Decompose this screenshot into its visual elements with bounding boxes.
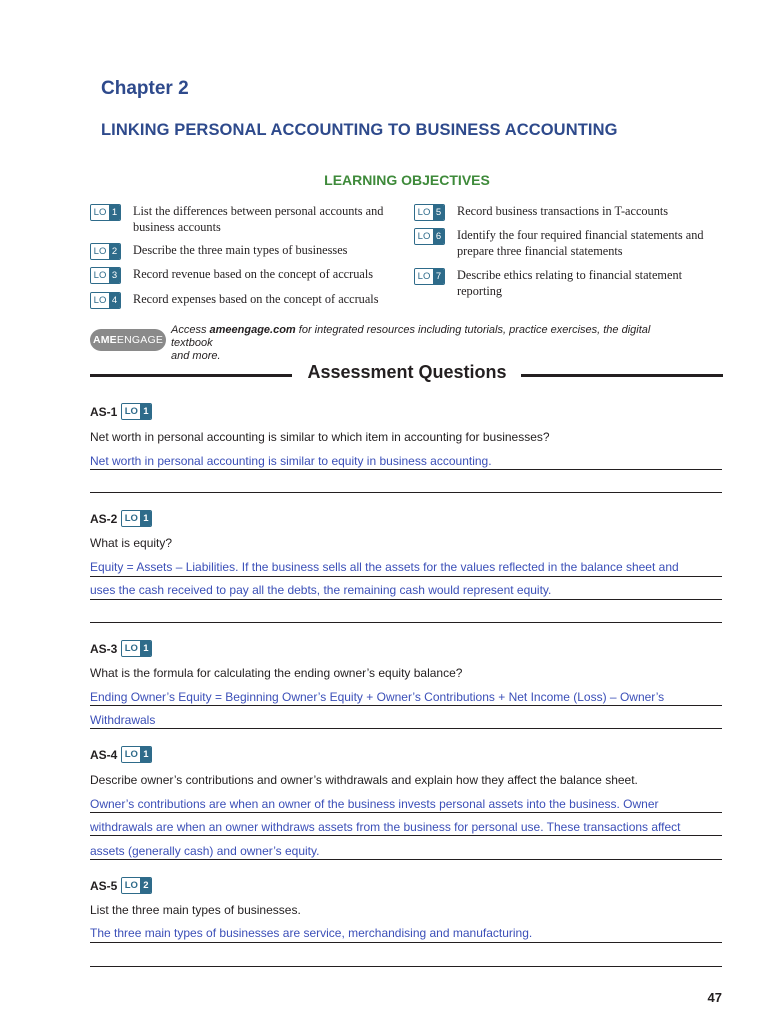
objective-text: Record business transactions in T-accounts — [457, 204, 669, 218]
answer-line: assets (generally cash) and owner’s equity. — [90, 844, 320, 858]
ameengage-link[interactable]: ameengage.com — [209, 324, 296, 336]
learning-objectives-heading: LEARNING OBJECTIVES — [324, 172, 490, 188]
lo-badge: LO 7 — [414, 268, 445, 285]
question-text-as-4: Describe owner’s contributions and owner’s withdrawals and explain how they affect the balance sheet. — [90, 773, 638, 787]
answer-rule — [90, 469, 722, 470]
lo-badge: LO 1 — [121, 746, 152, 763]
answer-rule — [90, 622, 722, 623]
lo-badge: LO 3 — [90, 267, 121, 284]
objective-text: List the differences between personal accounts and business accounts — [133, 204, 384, 234]
question-text-as-5: List the three main types of businesses. — [90, 903, 301, 917]
ameengage-logo: AMEENGAGE — [90, 329, 166, 351]
question-label-as-1: AS-1 LO 1 — [90, 403, 152, 420]
objective-text: Describe the three main types of businesses — [133, 243, 348, 257]
page-number: 47 — [707, 990, 722, 1005]
objective-5 — [414, 203, 668, 221]
answer-rule — [90, 576, 722, 577]
question-label-as-4: AS-4 LO 1 — [90, 746, 152, 763]
question-label-as-2: AS-2 LO 1 — [90, 510, 152, 527]
objective-text: Record expenses based on the concept of accruals — [133, 292, 379, 306]
chapter-label: Chapter 2 — [101, 78, 189, 99]
chapter-title: LINKING PERSONAL ACCOUNTING TO BUSINESS ACCOUNTING — [101, 121, 618, 139]
objective-1 — [90, 203, 383, 235]
objective-text: Record revenue based on the concept of accruals — [133, 267, 374, 281]
objective-2 — [90, 242, 347, 260]
lo-badge: LO 1 — [121, 403, 152, 420]
lo-badge: LO 1 — [90, 204, 121, 221]
answer-rule — [90, 492, 722, 493]
objective-text: Identify the four required financial statements and prepare three financial statements — [457, 228, 704, 258]
objective-6 — [414, 227, 704, 259]
question-label-as-3: AS-3 LO 1 — [90, 640, 152, 657]
answer-line: uses the cash received to pay all the debts, the remaining cash would represent equity. — [90, 583, 552, 597]
lo-badge: LO 4 — [90, 292, 121, 309]
lo-badge: LO 1 — [121, 510, 152, 527]
answer-rule — [90, 599, 722, 600]
answer-rule — [90, 705, 722, 706]
lo-badge: LO 2 — [121, 877, 152, 894]
answer-line: Equity = Assets – Liabilities. If the business sells all the assets for the values reflected in the balance sheet and — [90, 560, 679, 574]
lo-badge: LO 6 — [414, 228, 445, 245]
answer-rule — [90, 859, 722, 860]
lo-badge: LO 1 — [121, 640, 152, 657]
answer-rule — [90, 728, 722, 729]
ameengage-note: Access ameengage.com for integrated resources including tutorials, practice exercises, the digital textbook and more. — [171, 324, 651, 362]
lo-badge: LO 2 — [90, 243, 121, 260]
objective-3 — [90, 266, 373, 284]
objective-7 — [414, 267, 682, 299]
question-label-as-5: AS-5 LO 2 — [90, 877, 152, 894]
answer-rule — [90, 835, 722, 836]
answer-line: Ending Owner’s Equity = Beginning Owner’s Equity + Owner’s Contributions + Net Income (Loss) – Owner’s — [90, 690, 665, 704]
answer-line: Owner’s contributions are when an owner of the business invests personal assets into the business. Owner — [90, 797, 659, 811]
assessment-heading: Assessment Questions — [307, 362, 507, 382]
answer-line: withdrawals are when an owner withdraws assets from the business for personal use. These transactions affect — [90, 820, 681, 834]
question-text-as-1: Net worth in personal accounting is similar to which item in accounting for businesses? — [90, 430, 550, 444]
objective-4 — [90, 291, 379, 309]
question-text-as-2: What is equity? — [90, 536, 173, 550]
answer-line: Withdrawals — [90, 713, 156, 727]
answer-rule — [90, 966, 722, 967]
answer-line: The three main types of businesses are service, merchandising and manufacturing. — [90, 926, 533, 940]
answer-rule — [90, 942, 722, 943]
objective-text: Describe ethics relating to financial statement reporting — [457, 268, 683, 298]
heading-rule-right — [521, 374, 723, 377]
answer-rule — [90, 812, 722, 813]
question-text-as-3: What is the formula for calculating the ending owner’s equity balance? — [90, 666, 463, 680]
lo-badge: LO 5 — [414, 204, 445, 221]
answer-line: Net worth in personal accounting is similar to equity in business accounting. — [90, 454, 492, 468]
